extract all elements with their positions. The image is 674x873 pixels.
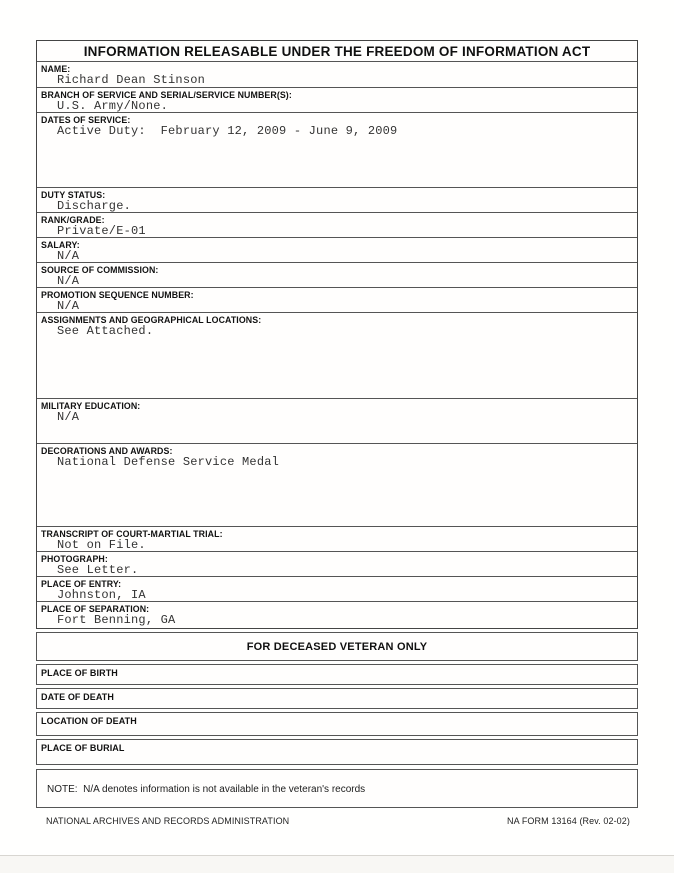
field-value: National Defense Service Medal — [57, 455, 280, 469]
field-value: Private/E-01 — [57, 224, 146, 237]
field-label: PLACE OF SEPARATION: — [41, 604, 150, 614]
field-row-date-of-death — [36, 688, 638, 709]
field-value: U.S. Army/None. — [57, 99, 169, 112]
field-value: N/A — [57, 274, 80, 287]
field-label: DATES OF SERVICE: — [41, 115, 131, 125]
field-label: DATE OF DEATH — [41, 692, 114, 702]
field-row-place-of-birth — [36, 664, 638, 685]
field-label: PLACE OF BURIAL — [41, 743, 125, 753]
field-value: N/A — [57, 299, 80, 312]
field-label: TRANSCRIPT OF COURT-MARTIAL TRIAL: — [41, 529, 223, 539]
field-row-military-education — [37, 398, 637, 443]
field-row-rank-grade — [37, 212, 637, 237]
field-label: PLACE OF BIRTH — [41, 668, 118, 678]
field-label: PROMOTION SEQUENCE NUMBER: — [41, 290, 194, 300]
field-value: Richard Dean Stinson — [57, 73, 206, 87]
note-box — [36, 769, 638, 808]
field-row-assignments-locations — [37, 312, 637, 398]
field-row-duty-status — [37, 187, 637, 212]
field-label: DUTY STATUS: — [41, 190, 106, 200]
field-row-court-martial-transcript — [37, 526, 637, 551]
form-main-table — [36, 40, 638, 629]
deceased-section-header: FOR DECEASED VETERAN ONLY — [36, 632, 638, 661]
field-value: Not on File. — [57, 538, 146, 551]
field-label: SOURCE OF COMMISSION: — [41, 265, 159, 275]
field-row-location-of-death — [36, 712, 638, 736]
field-row-name — [37, 61, 637, 87]
field-label: SALARY: — [41, 240, 80, 250]
form-footer — [36, 816, 638, 826]
field-row-source-of-commission — [37, 262, 637, 287]
field-row-place-of-separation — [37, 601, 637, 628]
field-value: N/A — [57, 249, 80, 262]
field-value: Johnston, IA — [57, 588, 146, 601]
field-row-promotion-sequence-number — [37, 287, 637, 312]
field-row-branch-of-service — [37, 87, 637, 112]
field-value: See Attached. — [57, 324, 154, 338]
foia-release-form — [36, 40, 638, 826]
field-value: N/A — [57, 410, 80, 424]
note-text: NOTE: N/A denotes information is not available in the veteran's records — [47, 784, 366, 795]
field-row-place-of-burial — [36, 739, 638, 765]
field-label: PHOTOGRAPH: — [41, 554, 108, 564]
field-row-dates-of-service — [37, 112, 637, 187]
field-row-photograph — [37, 551, 637, 576]
field-label: DECORATIONS AND AWARDS: — [41, 446, 173, 456]
field-label: NAME: — [41, 64, 71, 74]
field-label: RANK/GRADE: — [41, 215, 105, 225]
footer-agency-name: NATIONAL ARCHIVES AND RECORDS ADMINISTRATION — [46, 816, 290, 826]
field-row-salary — [37, 237, 637, 262]
scan-background-below-page — [0, 856, 674, 873]
field-value: See Letter. — [57, 563, 139, 576]
field-row-place-of-entry — [37, 576, 637, 601]
field-row-decorations-awards — [37, 443, 637, 526]
field-value: Discharge. — [57, 199, 132, 212]
form-title: INFORMATION RELEASABLE UNDER THE FREEDOM OF INFORMATION ACT — [83, 44, 591, 59]
field-label: LOCATION OF DEATH — [41, 716, 137, 726]
field-label: PLACE OF ENTRY: — [41, 579, 122, 589]
field-label: MILITARY EDUCATION: — [41, 401, 141, 411]
field-label: ASSIGNMENTS AND GEOGRAPHICAL LOCATIONS: — [41, 315, 262, 325]
field-value: Fort Benning, GA — [57, 613, 176, 627]
field-label: BRANCH OF SERVICE AND SERIAL/SERVICE NUMBER(S): — [41, 90, 292, 100]
footer-form-number: NA FORM 13164 (Rev. 02-02) — [507, 816, 630, 826]
field-value: Active Duty: February 12, 2009 - June 9, 2009 — [57, 124, 398, 138]
